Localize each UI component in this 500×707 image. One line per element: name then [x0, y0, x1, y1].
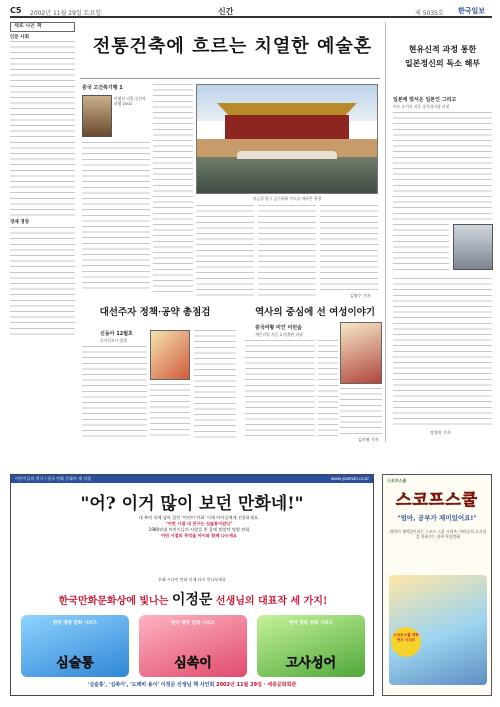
ad-topbar	[11, 475, 373, 483]
book-series: 한국 명랑 만화 시리즈	[53, 621, 97, 626]
lower-left-sub: 동아일보사 발행	[100, 338, 127, 343]
right-kicker: 일본에 맞서온 일본인 그리고	[393, 97, 457, 103]
section-title: 신간	[218, 7, 234, 16]
paper-name: 한국일보	[458, 7, 486, 15]
category-humanities: 인문 사회	[10, 34, 29, 40]
comic-book-advertisement[interactable]	[10, 474, 374, 696]
author-photo	[453, 224, 493, 270]
article-kicker: 중국 고건축기행 1	[82, 85, 123, 91]
column-divider	[385, 22, 386, 442]
book-cover-image	[340, 322, 382, 384]
lower-right-headline: 역사의 중심에 선 여성이야기	[254, 307, 376, 318]
lower-right-kicker: 중국여황 미인 어린숨	[255, 325, 302, 331]
ad-publisher: 스코프스쿨	[387, 478, 407, 483]
article-body	[150, 384, 190, 438]
ad-banner	[23, 589, 363, 611]
book-card-gosaseongeo[interactable]	[257, 615, 365, 677]
article-body	[393, 112, 492, 220]
page-header	[10, 4, 492, 18]
lower-left-kicker: 신동아 12월호	[100, 331, 133, 337]
book-title: 고사성어	[285, 656, 337, 671]
lower-right-byline: 김지영 기자	[358, 437, 379, 442]
edition-number: 제 5035호	[415, 10, 444, 17]
ad-line: 내 추억 속에 남아 있던 '어린이 만화' 이제 아이들에게 선물하세요.	[138, 515, 260, 520]
article-body	[82, 346, 147, 438]
article-body	[82, 142, 150, 292]
ad-bottomline	[11, 681, 373, 688]
ad-url[interactable]: www.yooman.co.kr	[331, 476, 369, 481]
book-listing-text	[10, 41, 75, 216]
photo-caption: 자금성 입구 금수하와 어도를 바라본 풍경	[252, 196, 322, 201]
magazine-cover	[150, 330, 190, 380]
book-card-simssogi[interactable]	[139, 615, 247, 677]
issue-date: 2002년 11월 29일 토요일	[30, 10, 102, 17]
article-body	[258, 205, 316, 297]
article-body	[196, 205, 254, 297]
right-headline-line: 현유신적 과정 통한	[408, 44, 477, 54]
banner-tail: 선생님의 대표작 세 가지!	[215, 596, 328, 607]
lower-left-headline: 대선주자 정책·공약 총점검	[99, 307, 211, 318]
book-title: 심술통	[56, 656, 94, 671]
ad-logo: 스코프스쿨	[395, 490, 479, 509]
new-books-title: 새로 나온 책	[10, 22, 75, 32]
right-byline: 강정미 기자	[430, 430, 451, 435]
ad-footer: 오래 기다린 만화 이제 다시 만나보세요	[157, 577, 227, 582]
category-economy: 경제 경영	[10, 220, 29, 226]
ad-description: 과학이 재미있어지는 스코프 스쿨 시리즈. 아이들의 호기심을 키워주는 과학 학습만화	[389, 529, 487, 540]
article-body	[318, 340, 338, 436]
article-body	[194, 330, 236, 438]
series-badge: 스코프스쿨 과학 연구 시리즈	[391, 627, 421, 657]
article-body	[340, 388, 382, 434]
event-text: '심술통', '심쏙이', '도깨비 용이' 이정문 선생님 책 사인회	[87, 682, 215, 688]
book-series: 한국 명랑 만화 시리즈	[289, 621, 333, 626]
banner-text: 한국만화문화상에 빛나는	[58, 596, 169, 607]
ad-tagline: "엄마, 공부가 재미있어요!"	[397, 514, 477, 522]
ad-line: 어린 시절의 추억을 아이와 함께 나누세요	[160, 533, 238, 538]
ad-line: "어린 시절 내 친구는 심술통이었다"	[165, 521, 233, 526]
article-body	[320, 205, 378, 293]
science-school-advertisement[interactable]	[382, 474, 492, 696]
book-card-simsultong[interactable]	[21, 615, 129, 677]
right-book-info: 이토 슌키치 지음 창작과비평 펴냄	[393, 104, 450, 109]
book-series: 한국 명랑 만화 시리즈	[171, 621, 215, 626]
page-number: C5	[10, 6, 22, 15]
article-body	[245, 340, 315, 436]
event-date: 2002년 11월 29일 · 세종문화회관	[216, 682, 297, 688]
article-body	[153, 84, 193, 294]
main-headline: 전통건축에 흐르는 치열한 예술혼	[92, 36, 373, 57]
article-body	[393, 278, 492, 426]
ad-body	[69, 515, 329, 539]
book-info: 이영선 지음 공간사 펴냄 2002	[114, 96, 146, 106]
article-body	[393, 224, 449, 274]
book-listing-text	[10, 227, 75, 337]
divider	[80, 78, 380, 79]
book-cover-image	[82, 95, 112, 137]
article-byline: 김명수 기자	[350, 293, 371, 298]
ad-title: "어? 이거 많이 보던 만화네!"	[80, 494, 304, 514]
ad-line: 1980년대 어린이들의 사랑을 한 몸에 받았던 명랑 만화	[148, 527, 250, 532]
right-headline-line: 일본정신의 독소 해부	[404, 58, 481, 68]
ad-topbar-text: 어린이들의 친구 / 한국 만화 문화의 새 지평	[15, 476, 91, 481]
right-headline	[393, 42, 492, 70]
palace-photo	[196, 84, 378, 194]
lower-right-sub: 세븐리얼 지음 효형출판 펴냄	[255, 332, 303, 337]
author-name: 이정문	[171, 592, 213, 608]
book-title: 심쏙이	[174, 656, 212, 671]
new-books-column	[10, 22, 75, 442]
